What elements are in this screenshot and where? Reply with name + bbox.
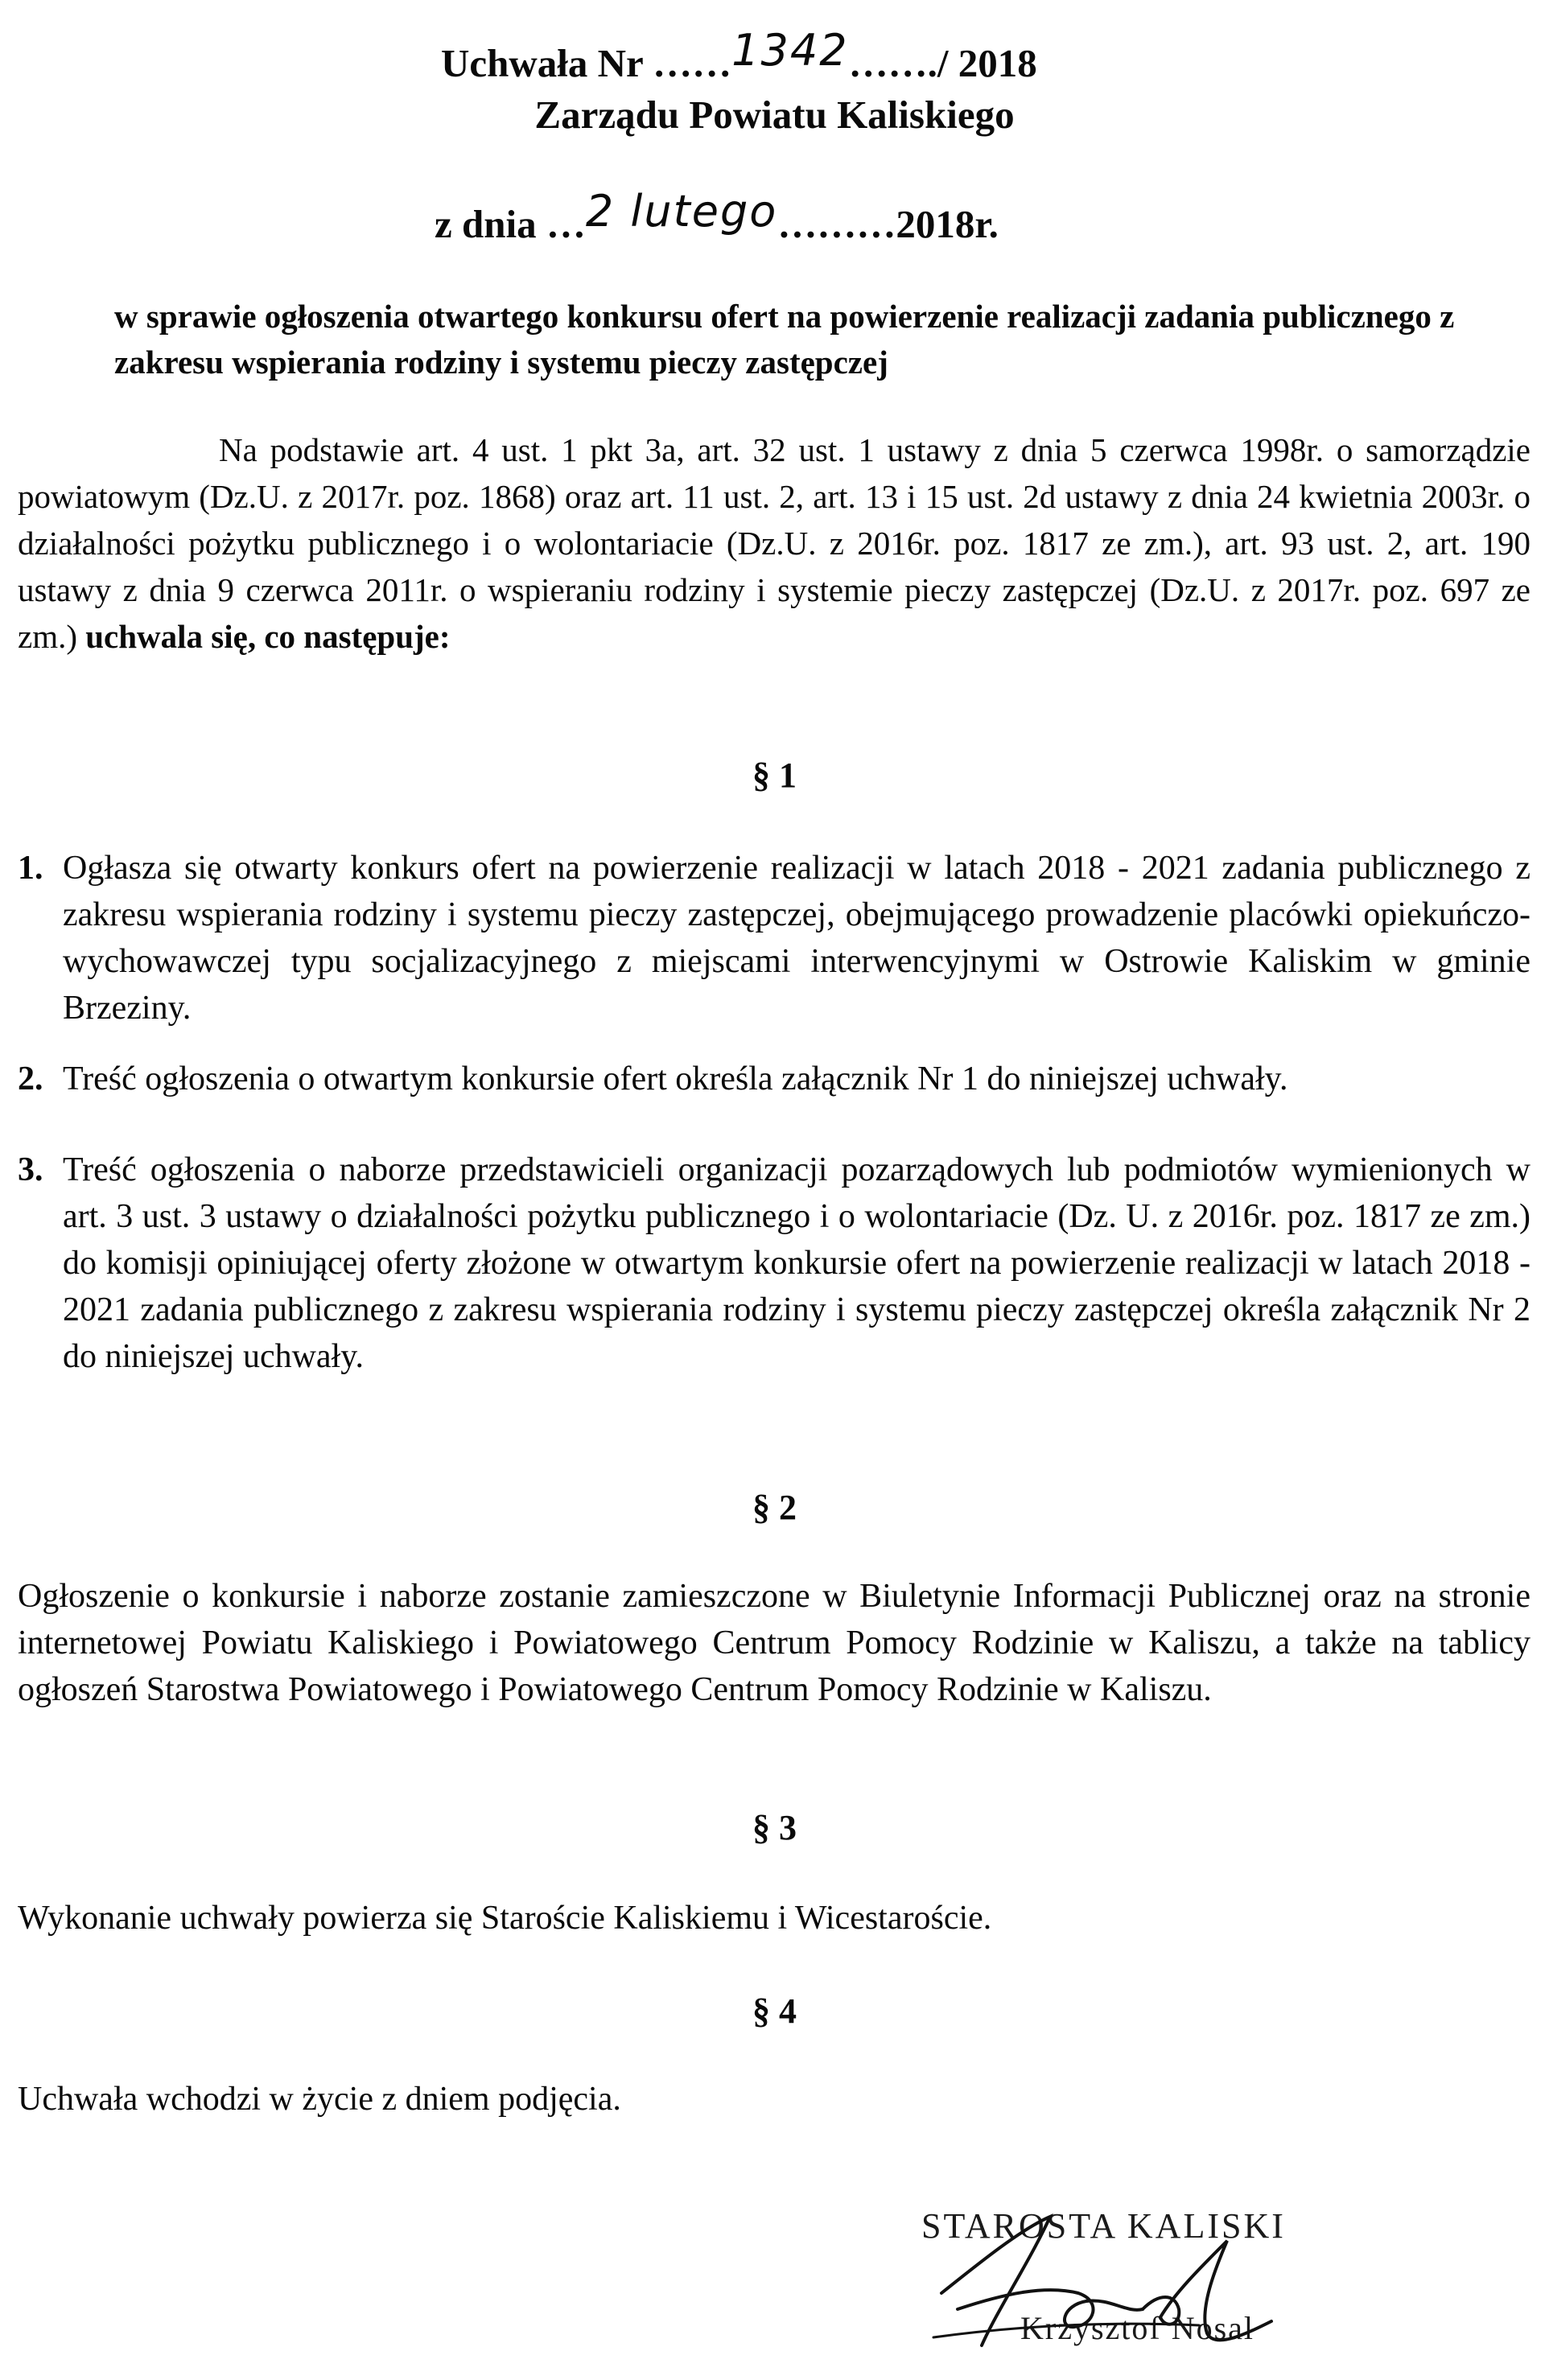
item-number: 2.	[18, 1060, 43, 1097]
legal-basis-paragraph	[18, 426, 1530, 660]
item-text: Treść ogłoszenia o otwartym konkursie ofert określa załącznik Nr 1 do niniejszej uchwały.	[63, 1060, 1288, 1097]
resolution-subject: w sprawie ogłoszenia otwartego konkursu ofert na powierzenie realizacji zadania publicznego z zakresu wspierania rodziny i systemu pieczy zastępczej	[114, 298, 1455, 381]
section-3-text: Wykonanie uchwały powierza się Staroście Kaliskiemu i Wicestaroście.	[18, 1900, 992, 1937]
section-4-heading: § 4	[752, 1991, 797, 2031]
handwritten-date: 2 lutego	[585, 186, 778, 237]
section-3-heading: § 3	[752, 1808, 797, 1847]
section-1-item-3	[18, 1147, 1530, 1380]
section-1-item-1	[18, 845, 1530, 1031]
section-1-heading: § 1	[752, 756, 797, 795]
title-suffix: ……./ 2018	[848, 41, 1037, 85]
handwritten-resolution-number: 1342	[731, 25, 849, 76]
section-4-text: Uchwała wchodzi w życie z dniem podjęcia.	[18, 2081, 621, 2118]
item-number: 1.	[18, 850, 43, 887]
issuer-heading: Zarządu Powiatu Kaliskiego	[534, 93, 1015, 137]
resolves-phrase: uchwala się, co następuje:	[85, 618, 451, 655]
title-prefix: Uchwała Nr ……	[441, 41, 732, 85]
item-text: Ogłasza się otwarty konkurs ofert na powierzenie realizacji w latach 2018 - 2021 zadania publicznego z zakresu wspierania rodziny i systemu pieczy zastępczej, obejmującego prowadzenie placówki opiekuńczo-wychowawczej typu socjalizacyjnego z miejscami interwencyjnymi w Ostrowie Kaliskim w gminie Brzeziny.	[63, 850, 1530, 1027]
date-prefix: z dnia …	[435, 202, 586, 246]
starosta-stamp-title: STAROSTA KALISKI	[921, 2206, 1286, 2246]
date-suffix: ………2018r.	[777, 202, 999, 246]
item-number: 3.	[18, 1151, 43, 1188]
resolution-date	[435, 186, 999, 246]
legal-basis-text: Na podstawie art. 4 ust. 1 pkt 3a, art. 32 ust. 1 ustawy z dnia 5 czerwca 1998r. o samorządzie powiatowym (Dz.U. z 2017r. poz. 1868) oraz art. 11 ust. 2, art. 13 i 15 ust. 2d ustawy z dnia 24 kwietnia 2003r. o działalności pożytku publicznego i o wolontariacie (Dz.U. z 2016r. poz. 1817 ze zm.), art. 93 ust. 2, art. 190 ustawy z dnia 9 czerwca 2011r. o wspieraniu rodziny i systemie pieczy zastępczej (Dz.U. z 2017r. poz. 697 ze zm.)	[18, 431, 1530, 655]
starosta-stamp-name: Krzysztof Nosal	[1020, 2310, 1255, 2346]
section-1-item-2	[18, 1056, 1530, 1102]
item-text: Treść ogłoszenia o naborze przedstawicieli organizacji pozarządowych lub podmiotów wymienionych w art. 3 ust. 3 ustawy o działalności pożytku publicznego i o wolontariacie (Dz. U. z 2016r. poz. 1817 ze zm.) do komisji opiniującej oferty złożone w otwartym konkursie ofert na powierzenie realizacji w latach 2018 - 2021 zadania publicznego z zakresu wspierania rodziny i systemu pieczy zastępczej określa załącznik Nr 2 do niniejszej uchwały.	[63, 1151, 1530, 1375]
resolution-title	[441, 25, 1037, 85]
section-2-heading: § 2	[752, 1488, 797, 1527]
section-2-text: Ogłoszenie o konkursie i naborze zostanie zamieszczone w Biuletynie Informacji Publicznej oraz na stronie internetowej Powiatu Kaliskiego i Powiatowego Centrum Pomocy Rodzinie w Kaliszu, a także na tablicy ogłoszeń Starostwa Powiatowego i Powiatowego Centrum Pomocy Rodzinie w Kaliszu.	[18, 1578, 1530, 1708]
handwritten-signature	[909, 2172, 1296, 2374]
